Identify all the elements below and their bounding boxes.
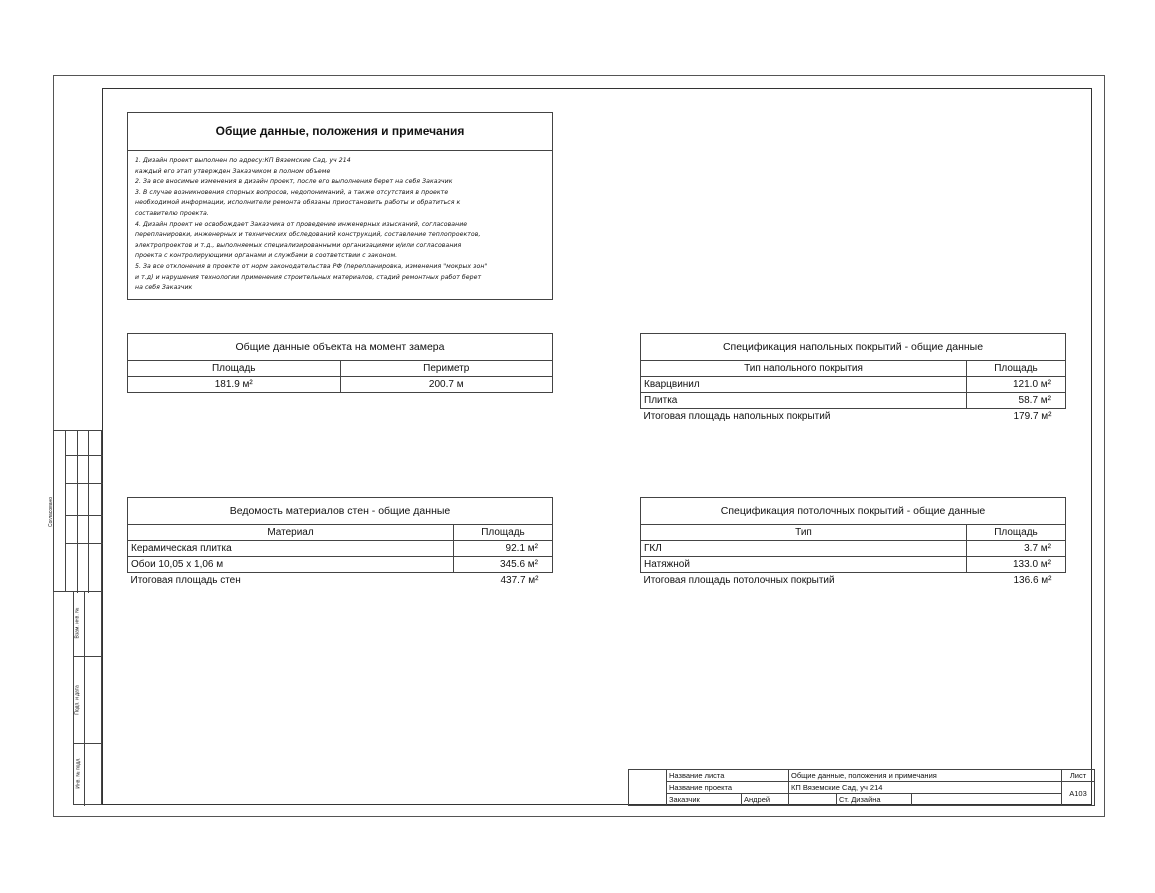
total-row <box>641 573 1066 589</box>
studio-label: Ст. Дизайна <box>837 794 912 806</box>
material-cell: Обои 10,05 х 1,06 м <box>128 557 454 573</box>
material-cell: Керамическая плитка <box>128 541 454 557</box>
table-row <box>641 557 1066 573</box>
area-cell: 345.6 м² <box>454 557 553 573</box>
notes-line: составителю проекта. <box>135 209 209 217</box>
notes-title: Общие данные, положения и примечания <box>128 113 552 151</box>
margin-stamp-inv-orig <box>73 743 102 805</box>
table-row <box>128 557 553 573</box>
total-value: 179.7 м² <box>1013 410 1052 422</box>
area-cell: 121.0 м² <box>967 377 1066 393</box>
total-row <box>641 409 1066 425</box>
material-cell: Кварцвинил <box>641 377 967 393</box>
column-header: Площадь <box>128 361 341 377</box>
total-label: Итоговая площадь стен <box>130 574 241 586</box>
perimeter-value: 200.7 м <box>340 377 553 393</box>
notes-line: и т.д) и нарушения технологии применения строительных материалов, стадий ремонтных работ берет <box>135 273 482 281</box>
client-name: Андрей <box>742 794 789 806</box>
area-cell: 58.7 м² <box>967 393 1066 409</box>
sheet-name: Общие данные, положения и примечания <box>789 770 1062 782</box>
notes-line: проекта с контролирующими органами и службами в соответствии с законом. <box>135 252 398 260</box>
table-row <box>641 541 1066 557</box>
client-label: Заказчик <box>667 794 742 806</box>
ceiling-spec-table <box>640 497 1066 588</box>
margin-stamp-replace-inv <box>73 591 102 657</box>
area-cell: 3.7 м² <box>967 541 1066 557</box>
area-cell: 92.1 м² <box>454 541 553 557</box>
total-label: Итоговая площадь потолочных покрытий <box>643 574 835 586</box>
material-cell: ГКЛ <box>641 541 967 557</box>
column-header: Тип <box>641 525 967 541</box>
notes-line: необходимой информации, исполнители ремонта обязаны приостановить работы и обратиться к <box>135 199 461 207</box>
column-header: Площадь <box>967 361 1066 377</box>
total-value: 136.6 м² <box>1013 574 1052 586</box>
table-title: Общие данные объекта на момент замера <box>128 334 553 361</box>
sheet-name-label: Название листа <box>667 770 789 782</box>
general-notes-box <box>127 112 553 300</box>
agreed-label: Согласовано <box>48 496 55 528</box>
table-row <box>128 377 553 393</box>
margin-stamp-sign-date <box>73 656 102 744</box>
area-value: 181.9 м² <box>128 377 341 393</box>
table-title: Ведомость материалов стен - общие данные <box>128 498 553 525</box>
table-row <box>128 541 553 557</box>
notes-line: на себя Заказчик <box>135 284 193 292</box>
notes-line: 1. Дизайн проект выполнен по адресу:КП Вяземские Сад, уч 214 <box>135 157 351 164</box>
notes-line: электропроектов и т.д., выполняемых специализированными организациями и/или согласования <box>135 241 462 249</box>
material-cell: Натяжной <box>641 557 967 573</box>
sheet-number: А103 <box>1062 782 1095 806</box>
notes-line: 2. За все вносимые изменения в дизайн проект, после его выполнения берет на себя Заказчик <box>135 178 453 186</box>
total-row <box>128 573 553 589</box>
replace-inv-label: Взам. инв. № <box>74 607 81 639</box>
column-header: Площадь <box>967 525 1066 541</box>
total-label: Итоговая площадь напольных покрытий <box>643 410 831 422</box>
notes-line: перепланировки, инженерных и технических обследований конструкций, составление теплопроектов, <box>135 231 481 239</box>
column-header: Материал <box>128 525 454 541</box>
area-cell: 133.0 м² <box>967 557 1066 573</box>
margin-stamp-grid <box>65 430 102 592</box>
total-value: 437.7 м² <box>500 574 539 586</box>
sign-date-label: Подп. и дата <box>74 685 81 715</box>
sheet-label: Лист <box>1062 770 1095 782</box>
table-row <box>641 393 1066 409</box>
notes-line: каждый его этап утвержден Заказчиком в полном объеме <box>135 167 331 175</box>
column-header: Площадь <box>454 525 553 541</box>
object-data-table <box>127 333 553 393</box>
wall-spec-table <box>127 497 553 588</box>
notes-body <box>128 151 552 299</box>
notes-line: 4. Дизайн проект не освобождает Заказчика от проведение инженерных изысканий, согласование <box>135 220 468 228</box>
notes-line: 3. В случае возникновения спорных вопросов, недопониманий, а также отсутствия в проекте <box>135 188 449 196</box>
notes-line: 5. За все отклонения в проекте от норм законодательства РФ (перепланировка, изменения "мокрых зон" <box>135 262 488 270</box>
table-row <box>641 377 1066 393</box>
floor-spec-table <box>640 333 1066 424</box>
column-header: Тип напольного покрытия <box>641 361 967 377</box>
inv-orig-label: Инв. № подл. <box>75 757 82 789</box>
column-header: Периметр <box>340 361 553 377</box>
title-block <box>628 769 1095 806</box>
material-cell: Плитка <box>641 393 967 409</box>
project-name-label: Название проекта <box>667 782 789 794</box>
table-title: Спецификация напольных покрытий - общие данные <box>641 334 1066 361</box>
project-name: КП Вяземские Сад, уч 214 <box>789 782 1062 794</box>
table-title: Спецификация потолочных покрытий - общие данные <box>641 498 1066 525</box>
